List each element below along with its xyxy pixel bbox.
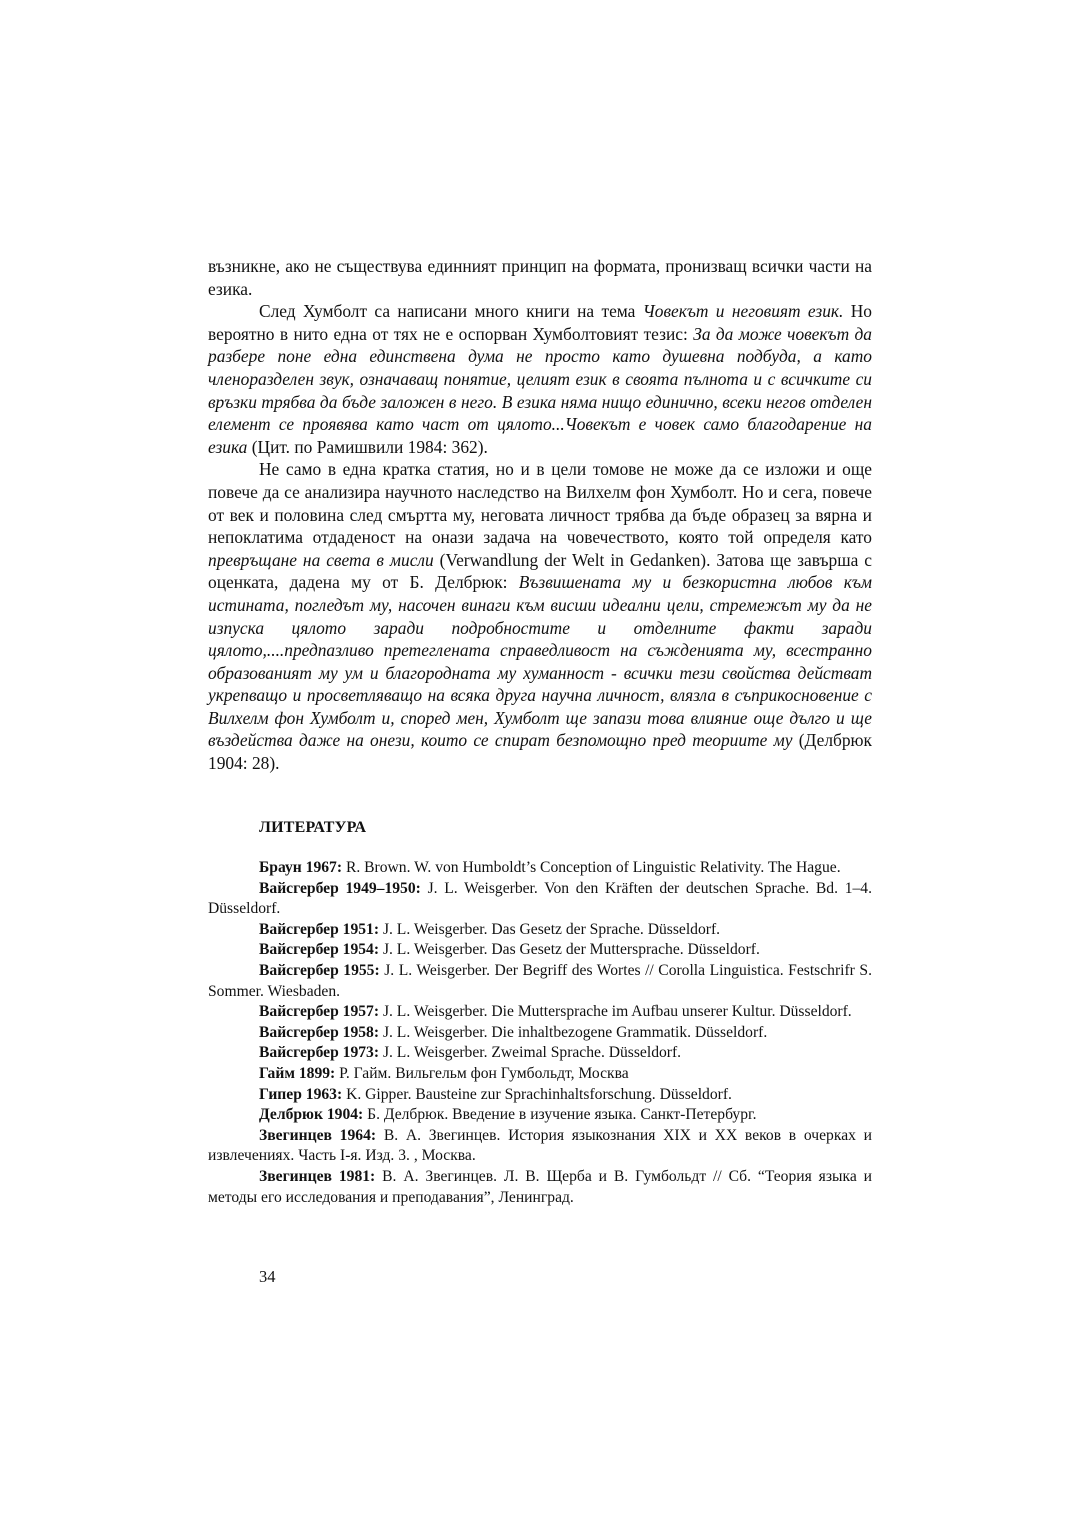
- reference-text: J. L. Weisgerber. Die Muttersprache im Aufbau unserer Kultur. Düsseldorf.: [379, 1003, 852, 1021]
- citation: (Делбрюк 1904: 28).: [208, 730, 872, 774]
- reference-key: Браун 1967:: [259, 859, 343, 876]
- reference-text: J. L. Weisgerber. Von den Kräften der deutschen Sprache. Bd. 1–4. Düsseldorf.: [208, 879, 872, 918]
- page-number: 34: [259, 1267, 276, 1286]
- paragraph-1: възникне, ако не съществува единният принцип на формата, пронизващ всички части на езика.: [208, 256, 872, 299]
- reference-key: Звегинцев 1981:: [259, 1167, 376, 1185]
- citation: (Цит. по Рамишвили 1984: 362).: [247, 436, 488, 457]
- reference-key: Вайсгербер 1973:: [259, 1044, 380, 1062]
- reference-key: Вайсгербер 1957:: [259, 1003, 380, 1021]
- reference-text: J. L. Weisgerber. Zweimal Sprache. Düsseldorf.: [379, 1044, 682, 1062]
- reference-item: [208, 1085, 872, 1106]
- reference-text: J. L. Weisgerber. Der Begriff des Wortes // Corolla Linguistica. Festschrifr S. Sommer. Wiesbaden.: [208, 961, 872, 1000]
- reference-item: [208, 1105, 872, 1126]
- references-list: [208, 858, 872, 1208]
- reference-text: В. А. Звегинцев. Л. В. Щерба и В. Гумбольдт // Сб. “Теория языка и методы его исследования и преподавания”, Ленинград.: [208, 1167, 872, 1206]
- book-title: Човекът и неговият език.: [642, 301, 844, 322]
- reference-item: [208, 1023, 872, 1044]
- paragraph-2-text: Но вероятно в нито една от тях не е оспорван Хумболтовият тезис:: [208, 301, 872, 344]
- humboldt-quote: За да може човекът да разбере поне една единствена дума не просто като душевна подбуда, а като членоразделен звук, означаващ понятие, целият език в своята пълнота и с всичките си връзки трябва да бъде заложен в него. В езика няма нищо единично, всеки негов отделен елемент се проявява като част от цялото...Човекът е човек само благодарение на езика: [208, 323, 872, 457]
- reference-text: J. L. Weisgerber. Das Gesetz der Sprache. Düsseldorf.: [379, 920, 721, 938]
- paragraph-3-text: (Verwandlung der Welt in Gedanken). Затова ще завърша с оценката, дадена му от Б. Делбрюк:: [208, 549, 873, 593]
- paragraph-3: [208, 458, 872, 774]
- delbruck-quote: Възвишената му и безкористна любов към истината, погледът му, насочен винаги към висши идеални цели, стремежът му да не изпуска цялото заради подробностите и отделните факти заради цялото,....предпазливо претеглената справедливост на съжденията му, всестранно образованият му ум и благородната му хуманност - всички тези свойства действат укрепващо и просветляващо на всяка друга научна личност, влязла в съприкосновение с Вилхелм фон Хумболт и, според мен, Хумболт ще запази това влияние още дълго и ще въздейства даже на онези, които се спират безпомощно пред теориите му: [208, 572, 872, 751]
- reference-item: [208, 1167, 872, 1208]
- reference-text: J. L. Weisgerber. Das Gesetz der Muttersprache. Düsseldorf.: [379, 941, 760, 959]
- reference-text: J. L. Weisgerber. Die inhaltbezogene Grammatik. Düsseldorf.: [379, 1023, 768, 1041]
- emphasis: превръщане на света в мисли: [208, 549, 434, 570]
- reference-item: [208, 1064, 872, 1085]
- reference-key: Вайсгербер 1954:: [259, 941, 380, 959]
- paragraph-3-text: Не само в една кратка статия, но и в цели томове не може да се изложи и още повече да се анализира научното наследство на Вилхелм фон Хумболт. Но и сега, повече от век и половина след смъртта му, неговата личност трябва да бъде образец за вярна и непоклатима отдаденост на онази задача на човечеството, която той определя като: [208, 459, 872, 548]
- reference-item: [208, 858, 872, 879]
- paragraph-2-text: След Хумболт са написани много книги на тема: [259, 301, 643, 322]
- reference-text: Б. Делбрюк. Введение в изучение языка. Санкт-Петербург.: [363, 1106, 757, 1124]
- reference-item: [208, 961, 872, 1002]
- reference-text: В. А. Звегинцев. История языкознания XIX и XX веков в очерках и извлечениях. Часть I-я. Изд. 3. , Москва.: [208, 1126, 872, 1165]
- reference-key: Вайсгербер 1949–1950:: [259, 879, 421, 897]
- reference-text: R. Brown. W. von Humboldt’s Conception of Linguistic Relativity. The Hague.: [342, 859, 841, 876]
- reference-key: Вайсгербер 1955:: [259, 961, 380, 979]
- body-text: [208, 255, 872, 775]
- reference-key: Гипер 1963:: [259, 1085, 343, 1103]
- reference-item: [208, 1043, 872, 1064]
- reference-text: K. Gipper. Bausteine zur Sprachinhaltsforschung. Düsseldorf.: [342, 1085, 732, 1103]
- reference-item: [208, 940, 872, 961]
- reference-text: Р. Гайм. Вильгельм фон Гумбольдт, Москва: [335, 1064, 629, 1082]
- reference-key: Делбрюк 1904:: [259, 1106, 364, 1124]
- reference-key: Гайм 1899:: [259, 1064, 336, 1082]
- reference-item: [208, 1126, 872, 1167]
- reference-item: [208, 879, 872, 920]
- literature-heading: ЛИТЕРАТУРА: [259, 819, 367, 836]
- reference-item: [208, 1002, 872, 1023]
- reference-key: Вайсгербер 1951:: [259, 920, 380, 938]
- paragraph-2: [208, 300, 872, 458]
- reference-item: [208, 920, 872, 941]
- reference-key: Звегинцев 1964:: [259, 1126, 377, 1144]
- reference-key: Вайсгербер 1958:: [259, 1023, 380, 1041]
